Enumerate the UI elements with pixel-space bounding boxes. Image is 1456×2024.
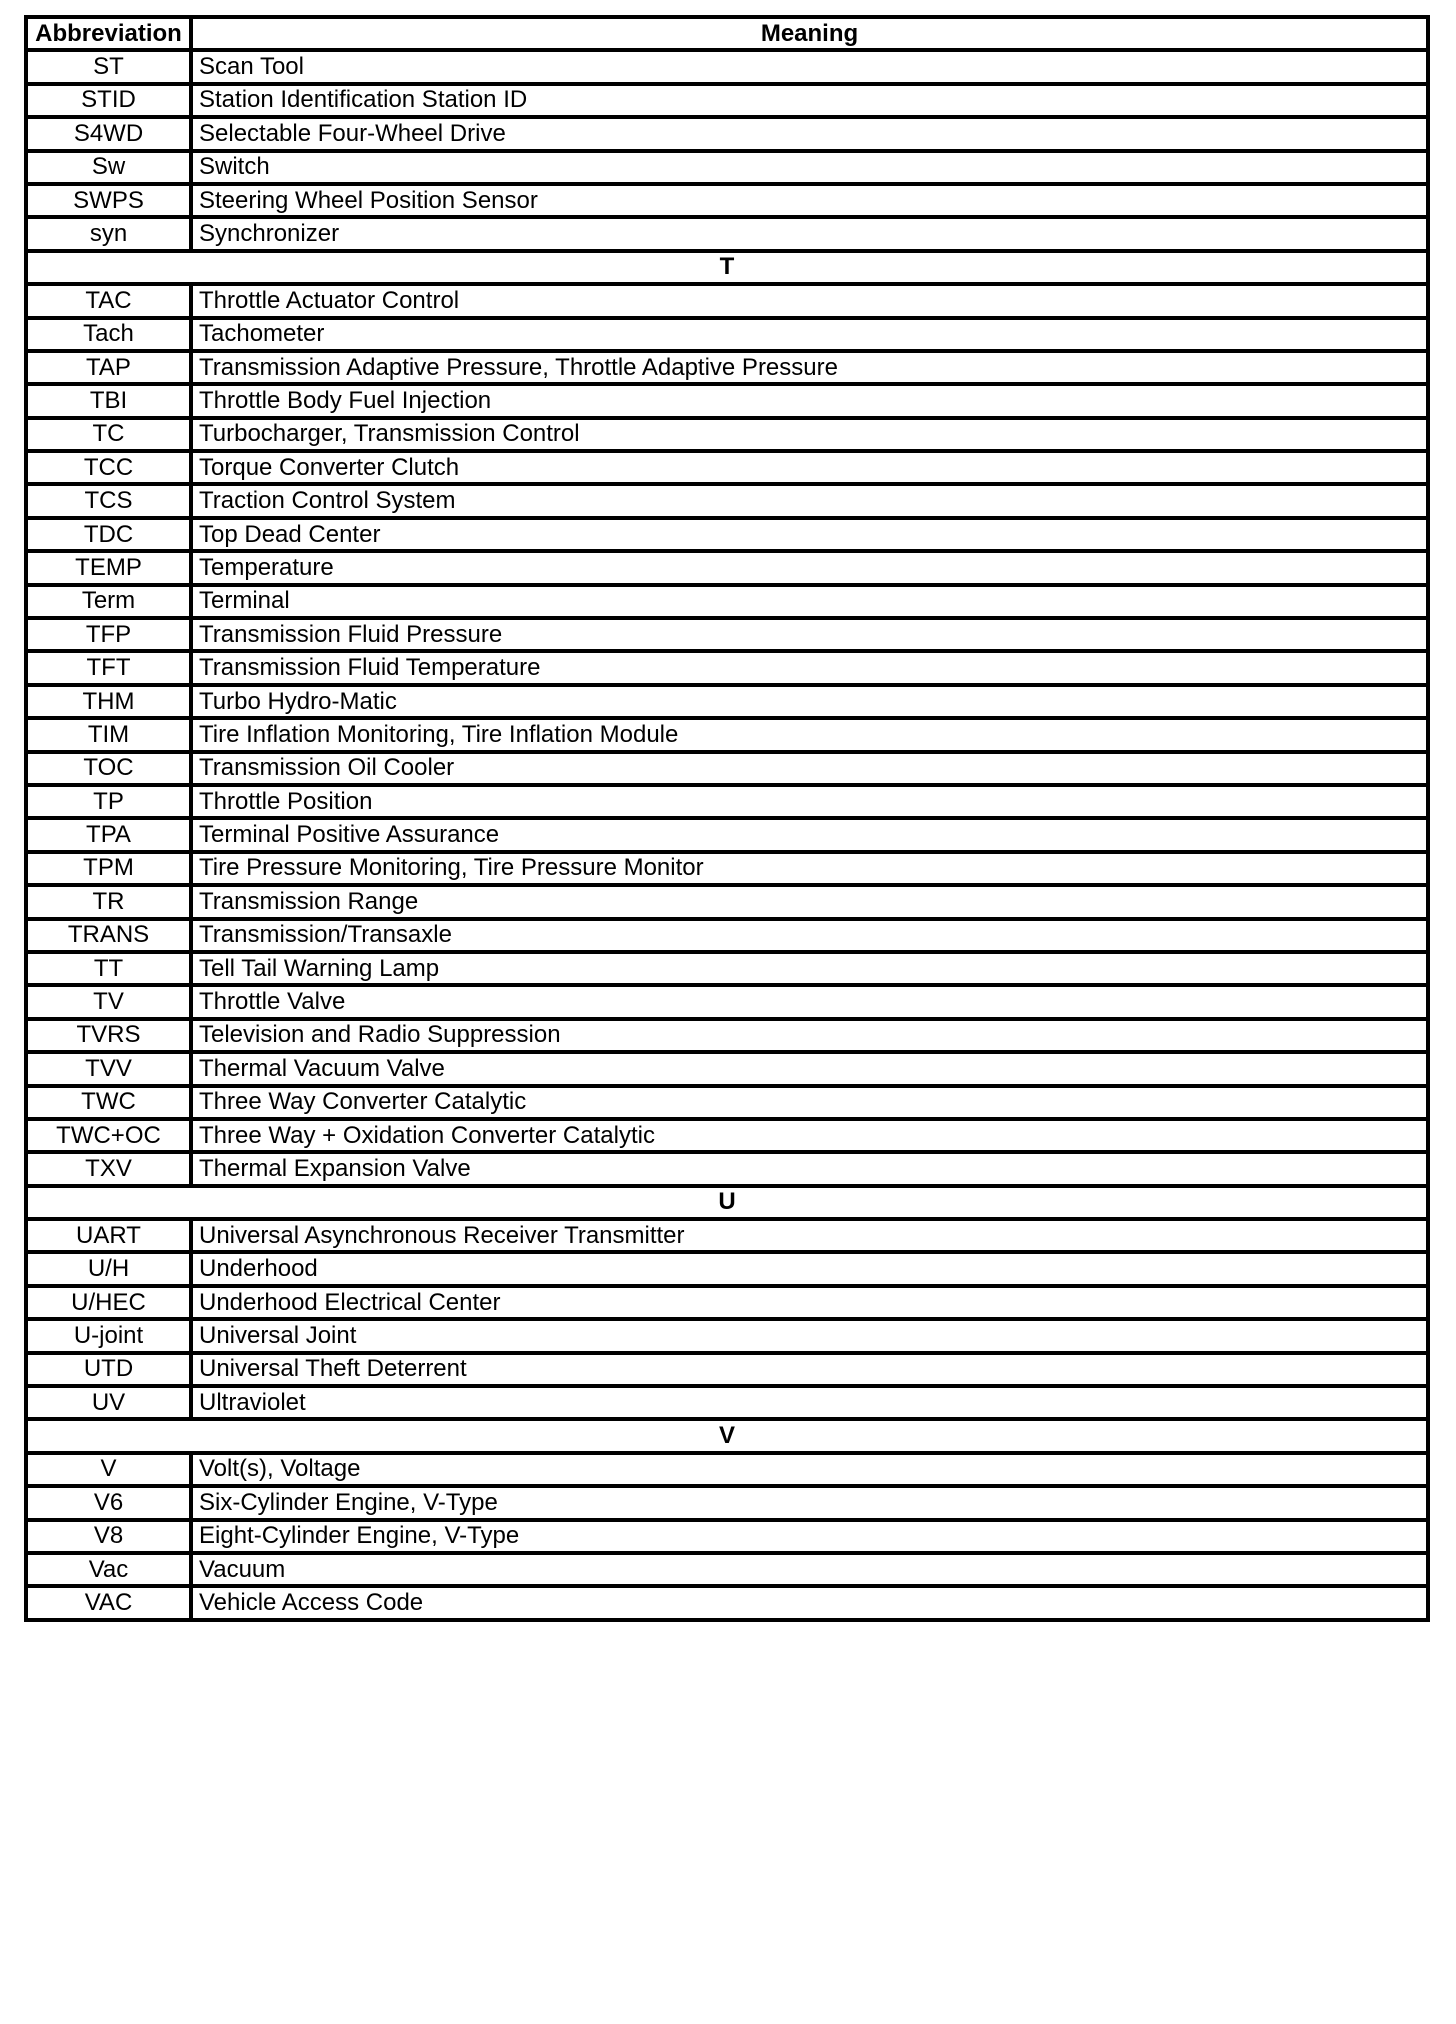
meaning-cell: Transmission Fluid Temperature xyxy=(191,651,1428,684)
table-row xyxy=(26,651,1428,684)
abbreviation-cell: TT xyxy=(26,952,191,985)
table-row xyxy=(26,1219,1428,1252)
table-row xyxy=(26,318,1428,351)
meaning-cell: Selectable Four-Wheel Drive xyxy=(191,117,1428,150)
meaning-cell: Switch xyxy=(191,151,1428,184)
meaning-cell: Volt(s), Voltage xyxy=(191,1453,1428,1486)
table-row xyxy=(26,985,1428,1018)
abbreviation-cell: TRANS xyxy=(26,919,191,952)
meaning-cell: Scan Tool xyxy=(191,50,1428,83)
table-row xyxy=(26,585,1428,618)
meaning-cell: Thermal Vacuum Valve xyxy=(191,1052,1428,1085)
meaning-cell: Top Dead Center xyxy=(191,518,1428,551)
abbreviation-cell: syn xyxy=(26,217,191,250)
abbreviation-cell: TPA xyxy=(26,818,191,851)
abbreviation-cell: TWC+OC xyxy=(26,1119,191,1152)
table-row xyxy=(26,418,1428,451)
abbreviation-cell: Tach xyxy=(26,318,191,351)
abbreviation-cell: TAP xyxy=(26,351,191,384)
abbreviation-cell: TP xyxy=(26,785,191,818)
table-row xyxy=(26,351,1428,384)
table-header-row xyxy=(26,17,1428,50)
table-row xyxy=(26,1286,1428,1319)
abbreviation-cell: SWPS xyxy=(26,184,191,217)
abbreviation-cell: V8 xyxy=(26,1520,191,1553)
table-row xyxy=(26,1486,1428,1519)
meaning-cell: Universal Asynchronous Receiver Transmitter xyxy=(191,1219,1428,1252)
table-row xyxy=(26,1019,1428,1052)
table-row xyxy=(26,885,1428,918)
table-row xyxy=(26,785,1428,818)
section-row xyxy=(26,251,1428,284)
abbreviation-cell: TCS xyxy=(26,484,191,517)
meaning-cell: Vehicle Access Code xyxy=(191,1586,1428,1619)
meaning-cell: Station Identification Station ID xyxy=(191,84,1428,117)
abbreviation-cell: UV xyxy=(26,1386,191,1419)
table-row xyxy=(26,451,1428,484)
meaning-cell: Turbo Hydro-Matic xyxy=(191,685,1428,718)
meaning-cell: Universal Theft Deterrent xyxy=(191,1353,1428,1386)
meaning-cell: Vacuum xyxy=(191,1553,1428,1586)
abbreviation-cell: V xyxy=(26,1453,191,1486)
meaning-cell: Throttle Position xyxy=(191,785,1428,818)
table-row xyxy=(26,1520,1428,1553)
meaning-cell: Transmission Fluid Pressure xyxy=(191,618,1428,651)
meaning-cell: Traction Control System xyxy=(191,484,1428,517)
abbreviation-cell: THM xyxy=(26,685,191,718)
table-row xyxy=(26,919,1428,952)
table-row xyxy=(26,1252,1428,1285)
table-row xyxy=(26,1586,1428,1619)
abbreviation-cell: TDC xyxy=(26,518,191,551)
abbreviation-cell: U/HEC xyxy=(26,1286,191,1319)
meaning-cell: Tachometer xyxy=(191,318,1428,351)
table-row xyxy=(26,752,1428,785)
meaning-cell: Transmission Oil Cooler xyxy=(191,752,1428,785)
meaning-cell: Transmission/Transaxle xyxy=(191,919,1428,952)
meaning-cell: Temperature xyxy=(191,551,1428,584)
table-row xyxy=(26,50,1428,83)
meaning-cell: Steering Wheel Position Sensor xyxy=(191,184,1428,217)
meaning-cell: Throttle Body Fuel Injection xyxy=(191,384,1428,417)
abbreviation-cell: TCC xyxy=(26,451,191,484)
table-row xyxy=(26,117,1428,150)
abbreviation-cell: TPM xyxy=(26,852,191,885)
abbreviation-cell: Sw xyxy=(26,151,191,184)
meaning-cell: Universal Joint xyxy=(191,1319,1428,1352)
table-row xyxy=(26,84,1428,117)
abbreviation-cell: VAC xyxy=(26,1586,191,1619)
abbreviation-cell: TVRS xyxy=(26,1019,191,1052)
table-row xyxy=(26,151,1428,184)
meaning-cell: Throttle Actuator Control xyxy=(191,284,1428,317)
abbreviation-cell: Term xyxy=(26,585,191,618)
header-abbreviation: Abbreviation xyxy=(26,17,191,50)
table-row xyxy=(26,484,1428,517)
table-row xyxy=(26,184,1428,217)
abbreviation-cell: U-joint xyxy=(26,1319,191,1352)
meaning-cell: Eight-Cylinder Engine, V-Type xyxy=(191,1520,1428,1553)
abbreviation-cell: TVV xyxy=(26,1052,191,1085)
table-row xyxy=(26,217,1428,250)
abbreviation-cell: TBI xyxy=(26,384,191,417)
table-row xyxy=(26,818,1428,851)
table-row xyxy=(26,551,1428,584)
meaning-cell: Six-Cylinder Engine, V-Type xyxy=(191,1486,1428,1519)
meaning-cell: Tire Pressure Monitoring, Tire Pressure Monitor xyxy=(191,852,1428,885)
meaning-cell: Three Way + Oxidation Converter Catalytic xyxy=(191,1119,1428,1152)
abbreviation-cell: U/H xyxy=(26,1252,191,1285)
abbreviation-cell: Vac xyxy=(26,1553,191,1586)
meaning-cell: Terminal Positive Assurance xyxy=(191,818,1428,851)
meaning-cell: Ultraviolet xyxy=(191,1386,1428,1419)
table-row xyxy=(26,685,1428,718)
abbreviation-cell: STID xyxy=(26,84,191,117)
abbreviation-cell: TEMP xyxy=(26,551,191,584)
table-row xyxy=(26,1319,1428,1352)
section-row xyxy=(26,1186,1428,1219)
meaning-cell: Thermal Expansion Valve xyxy=(191,1152,1428,1185)
abbreviation-cell: TWC xyxy=(26,1086,191,1119)
table-row xyxy=(26,1386,1428,1419)
table-row xyxy=(26,718,1428,751)
meaning-cell: Television and Radio Suppression xyxy=(191,1019,1428,1052)
meaning-cell: Turbocharger, Transmission Control xyxy=(191,418,1428,451)
abbreviation-cell: TV xyxy=(26,985,191,1018)
meaning-cell: Torque Converter Clutch xyxy=(191,451,1428,484)
table-row xyxy=(26,1119,1428,1152)
section-letter: T xyxy=(26,251,1428,284)
table-row xyxy=(26,1052,1428,1085)
abbreviation-cell: UART xyxy=(26,1219,191,1252)
table-row xyxy=(26,1086,1428,1119)
abbreviation-table xyxy=(24,15,1430,1622)
header-meaning: Meaning xyxy=(191,17,1428,50)
abbreviation-cell: ST xyxy=(26,50,191,83)
meaning-cell: Tell Tail Warning Lamp xyxy=(191,952,1428,985)
abbreviation-cell: V6 xyxy=(26,1486,191,1519)
meaning-cell: Transmission Range xyxy=(191,885,1428,918)
meaning-cell: Three Way Converter Catalytic xyxy=(191,1086,1428,1119)
section-row xyxy=(26,1419,1428,1452)
table-row xyxy=(26,1453,1428,1486)
meaning-cell: Terminal xyxy=(191,585,1428,618)
meaning-cell: Transmission Adaptive Pressure, Throttle Adaptive Pressure xyxy=(191,351,1428,384)
section-letter: V xyxy=(26,1419,1428,1452)
table-row xyxy=(26,952,1428,985)
abbreviation-cell: UTD xyxy=(26,1353,191,1386)
section-letter: U xyxy=(26,1186,1428,1219)
table-row xyxy=(26,618,1428,651)
abbreviation-cell: TFP xyxy=(26,618,191,651)
abbreviation-cell: TC xyxy=(26,418,191,451)
meaning-cell: Synchronizer xyxy=(191,217,1428,250)
table-row xyxy=(26,1152,1428,1185)
meaning-cell: Underhood xyxy=(191,1252,1428,1285)
abbreviation-cell: TXV xyxy=(26,1152,191,1185)
abbreviation-cell: TAC xyxy=(26,284,191,317)
table-row xyxy=(26,518,1428,551)
table-row xyxy=(26,284,1428,317)
abbreviation-cell: TIM xyxy=(26,718,191,751)
table-row xyxy=(26,1353,1428,1386)
table-row xyxy=(26,384,1428,417)
meaning-cell: Tire Inflation Monitoring, Tire Inflation Module xyxy=(191,718,1428,751)
meaning-cell: Underhood Electrical Center xyxy=(191,1286,1428,1319)
table-row xyxy=(26,1553,1428,1586)
meaning-cell: Throttle Valve xyxy=(191,985,1428,1018)
abbreviation-cell: TR xyxy=(26,885,191,918)
table-body xyxy=(26,50,1428,1619)
abbreviation-cell: S4WD xyxy=(26,117,191,150)
abbreviation-cell: TOC xyxy=(26,752,191,785)
table-row xyxy=(26,852,1428,885)
abbreviation-cell: TFT xyxy=(26,651,191,684)
